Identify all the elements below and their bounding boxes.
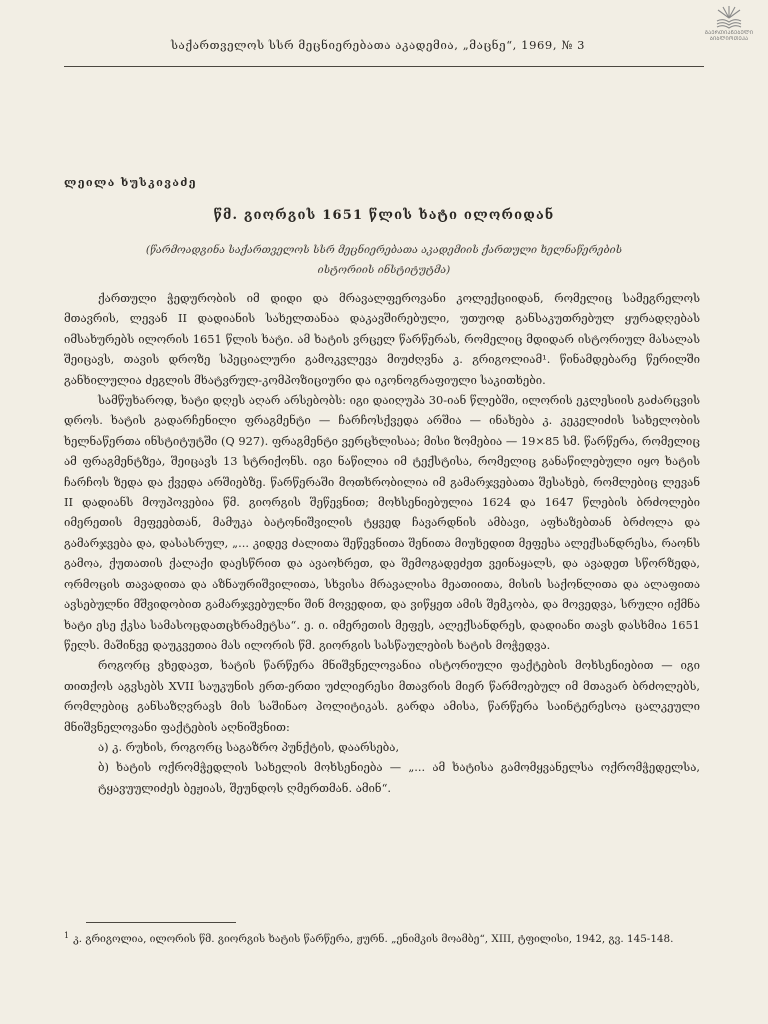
library-logo-line1: ᲒᲐᲔᲠᲗᲘᲐᲜᲔᲑᲣᲚᲘ: [704, 30, 754, 36]
running-head: საქართველოს სსრ მეცნიერებათა აკადემია, „მაცნე“, 1969, № 3: [170, 38, 586, 52]
book-rays-icon: [714, 4, 744, 30]
list-item: ა) კ. რუხის, როგორც საგაზრო პუნქტის, დაარსება,: [98, 739, 400, 754]
footnote-number: 1: [64, 931, 70, 940]
article-subtitle: [120, 240, 648, 280]
library-logo: [700, 4, 758, 56]
header-rule: [64, 66, 704, 67]
footnote-rule: [86, 922, 236, 923]
author-name: ლეილა ხუსკივაძე: [64, 176, 197, 189]
list-item: ბ) ხატის ოქრომჭედლის სახელის მოხსენიება — „... ამ ხატისა გამომყვანელსა ოქრომჭედელსა, ტყავუულიძეს ბეჟიას, შეუნდოს ღმერთმან. ამინ“.: [98, 760, 700, 795]
footnote-text: კ. გრიგოლია, ილორის წმ. გიორგის ხატის წარწერა, ჟურნ. „ენიმკის მოამბე“, XIII, ტფილისი, 1942, გვ. 145-148.: [73, 933, 674, 945]
paragraph: ქართული ჭედურობის იმ დიდი და მრავალფეროვანი კოლექციიდან, რომელიც სამეგრელოს მთავრის, ლევან II დადიანის სახელთანაა დაკავშირებული, უთუოდ განსაკუთრებულ ყურადღებას იმსახურებს ილორის 1651 წლის ხატი. ამ ხატის ვრცელ წარწერას, რომელიც მდიდარ ისტორიულ მასალას შეიცავს, თავის დროზე სპეციალური გამოკვლევა მიუძღვნა კ. გრიგოლიამ¹. წინამდებარე წერილში განხილულია ძეგლის მხატვრულ-კომპოზიციური და იკონოგრაფიული საკითხები.: [64, 291, 700, 387]
paragraph: როგორც ვხედავთ, ხატის წარწერა მნიშვნელოვანია ისტორიული ფაქტების მოხსენიებით — იგი თითქოს აგვსებს XVII საუკუნის ერთ-ერთი უძლიერესი მთავრის მიერ წარმოებულ იმ მთავარ ბრძოლებს, რომლებიც განსაზღვრავს მის საშინაო პოლიტიკას. გარდა ამისა, წარწერა საინტერესოა ცალკეული მნიშვნელოვანი ფაქტების აღნიშვნით:: [64, 658, 700, 734]
footnote: [64, 926, 700, 949]
article-title: წმ. გიორგის 1651 წლის ხატი ილორიდან: [213, 208, 555, 223]
article-body: [64, 288, 700, 798]
subtitle-line: (წარმოადგინა საქართველოს სსრ მეცნიერებათა აკადემიის ქართული ხელნაწერების: [145, 244, 623, 256]
subtitle-line: ისტორიის ინსტიტუტმა): [317, 264, 451, 276]
paragraph: სამწუხაროდ, ხატი დღეს აღარ არსებობს: იგი დაიღუპა 30-იან წლებში, ილორის ეკლესიის გაძარცვის დროს. ხატის გადარჩენილი ფრაგმენტი — ჩარჩოსქვედა არშია — ინახება კ. კეკელიძის სახელობის ხელნაწერთა ინსტიტუტში (Q 927). ფრაგმენტი ვერცხლისაა; მისი ზომებია — 19×85 სმ. წარწერა, რომელიც ამ ფრაგმენტზეა, შეიცავს 13 სტრიქონს. იგი ნაწილია იმ ტექსტისა, რომელიც განაწილებული იყო ხატის ჩარჩოს ზედა და ქვედა არშიებზე. წარწერაში მოთხრობილია იმ გამარჯვებათა შესახებ, რომლებიც ლევან II დადიანს მოუპოვებია წმ. გიორგის შეწევნით; მოხსენიებულია 1624 და 1647 წლების ბრძოლები იმერეთის მეფეებთან, მამუკა ბატონიშვილის ტყვედ ჩავარდნის ამბავი, აფხაზებთან ბრძოლა და გამარჯვება და, დასასრულ, „... კიდევ ძალითა შეწევნითა შენითა მიუხედით მეფესა ალექსანდრესა, რაონს გამოა, ქუთათის ქალაქი დაესწრით და ავაოხრეთ, და შემოგადეძეთ ვეინაყალს, და ავადეთ სწორზედა, ორმოცის თავადითა და აზნაურიშვილითა, სხვისა მრავალისა მეათიითა, მისის საქონლითა და ალაფითა ავსებულნი მშვიდობით გამარჯვებულნი შინ მოვედით, და ვიწყეთ ამის შემკობა, და მოვედვა, სრული იქმნა ხატი ესე ქკსა სამასოცდათცხრამეტსა“. ე. ი. იმერეთის მეფეს, ალექსანდრეს, დადიანი თავს დასხმია 1651 წელს. მაშინვე დაუკვეთია მას ილორის წმ. გიორგის სასწაულების ხატის მოჭედვა.: [64, 393, 700, 652]
library-logo-line2: ᲑᲘᲑᲚᲘᲝᲗᲔᲙᲐ: [709, 36, 749, 42]
